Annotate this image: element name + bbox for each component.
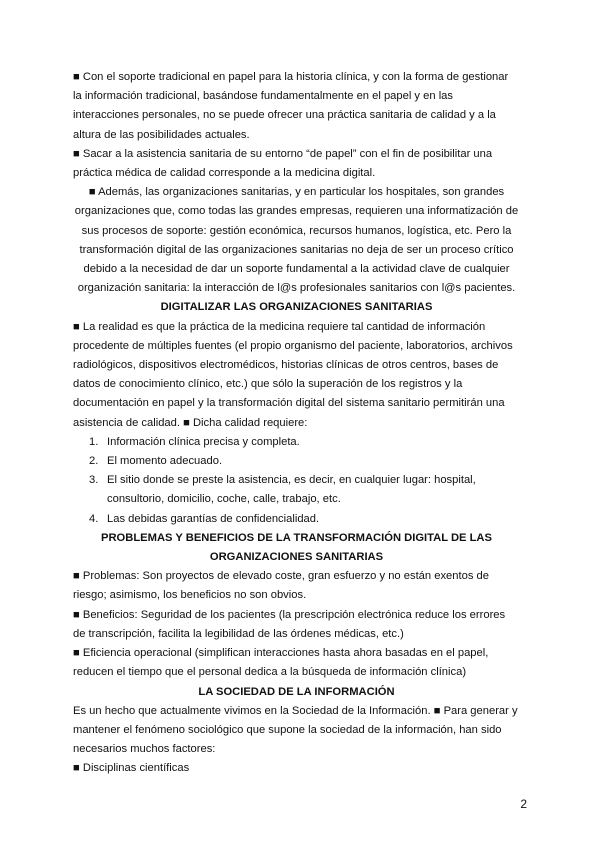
requirements-list bbox=[73, 433, 520, 529]
list-text: El sitio donde se preste la asistencia, es decir, en cualquier lugar: hospital, consultorio, domicilio, coche, calle, trabajo, etc. bbox=[107, 474, 476, 506]
heading-problemas-beneficios: PROBLEMAS Y BENEFICIOS DE LA TRANSFORMACIÓN DIGITAL DE LAS ORGANIZACIONES SANITARIAS bbox=[101, 531, 492, 564]
page-number: 2 bbox=[520, 797, 527, 811]
paragraph-medicina-digital: ■ Sacar a la asistencia sanitaria de su entorno “de papel” con el fin de posibilitar una práctica médica de calidad corresponde a la medicina digital. bbox=[73, 147, 493, 180]
paragraph-organizaciones: ■ Además, las organizaciones sanitarias, y en particular los hospitales, son grandes organizaciones que, como todas las grandes empresas, requieren una informatización de sus procesos de soporte: gestión económica, recursos humanos, logística, etc. Pero la transformación digital de las organizaciones sanitarias no deja de ser un proceso crítico debido a la necesidad de dar un soporte fundamental a la actividad clave de cualquier organización sanitaria: la interacción de l@s profesionales sanitarios con l@s pacientes. bbox=[74, 186, 519, 295]
paragraph-realidad: ■ La realidad es que la práctica de la medicina requiere tal cantidad de información procedente de múltiples fuentes (el propio organismo del paciente, laboratorios, archivos radiológicos, dispositivos electromédicos, historias clínicas de otros centros, bases de datos de conocimiento clínico, etc.) que sólo la superación de los registros y la documentación en papel y la transformación digital del sistema sanitario permitirán una asistencia de calidad. ■ Dicha calidad requiere: bbox=[73, 320, 513, 429]
paragraph-sociedad: Es un hecho que actualmente vivimos en la Sociedad de la Información. ■ Para generar y mantener el fenómeno sociológico que supone la sociedad de la información, han sido necesarios muchos factores: bbox=[73, 704, 518, 756]
heading-sociedad-informacion: LA SOCIEDAD DE LA INFORMACIÓN bbox=[198, 685, 395, 698]
list-number: 1. bbox=[89, 435, 99, 448]
list-text: Información clínica precisa y completa. bbox=[107, 435, 300, 448]
list-item bbox=[73, 452, 520, 471]
list-number: 4. bbox=[89, 512, 99, 525]
list-text: El momento adecuado. bbox=[107, 455, 223, 468]
document-page bbox=[73, 68, 520, 779]
paragraph-beneficios: ■ Beneficios: Seguridad de los pacientes (la prescripción electrónica reduce los errores de transcripción, facilita la legibilidad de las órdenes médicas, etc.) bbox=[73, 608, 506, 640]
paragraph-eficiencia: ■ Eficiencia operacional (simplifican interacciones hasta ahora basadas en el papel, reducen el tiempo que el personal dedica a la búsqueda de información clínica) bbox=[73, 647, 489, 679]
list-item bbox=[73, 433, 520, 452]
list-text: Las debidas garantías de confidencialidad. bbox=[107, 512, 320, 525]
list-item bbox=[73, 471, 520, 509]
paragraph-disciplinas: ■ Disciplinas científicas bbox=[73, 762, 190, 775]
list-item bbox=[73, 510, 520, 529]
paragraph-soporte-papel: ■ Con el soporte tradicional en papel para la historia clínica, y con la forma de gestionar la información tradicional, basándose fundamentalmente en el papel y en las interacciones personales, no se puede ofrecer una práctica sanitaria de calidad y a la altura de las posibilidades actuales. bbox=[73, 71, 509, 141]
paragraph-problemas: ■ Problemas: Son proyectos de elevado coste, gran esfuerzo y no están exentos de riesgo; asimismo, los beneficios no son obvios. bbox=[73, 570, 489, 602]
heading-digitalizar: DIGITALIZAR LAS ORGANIZACIONES SANITARIAS bbox=[160, 301, 433, 314]
list-number: 2. bbox=[89, 455, 99, 468]
list-number: 3. bbox=[89, 474, 99, 487]
